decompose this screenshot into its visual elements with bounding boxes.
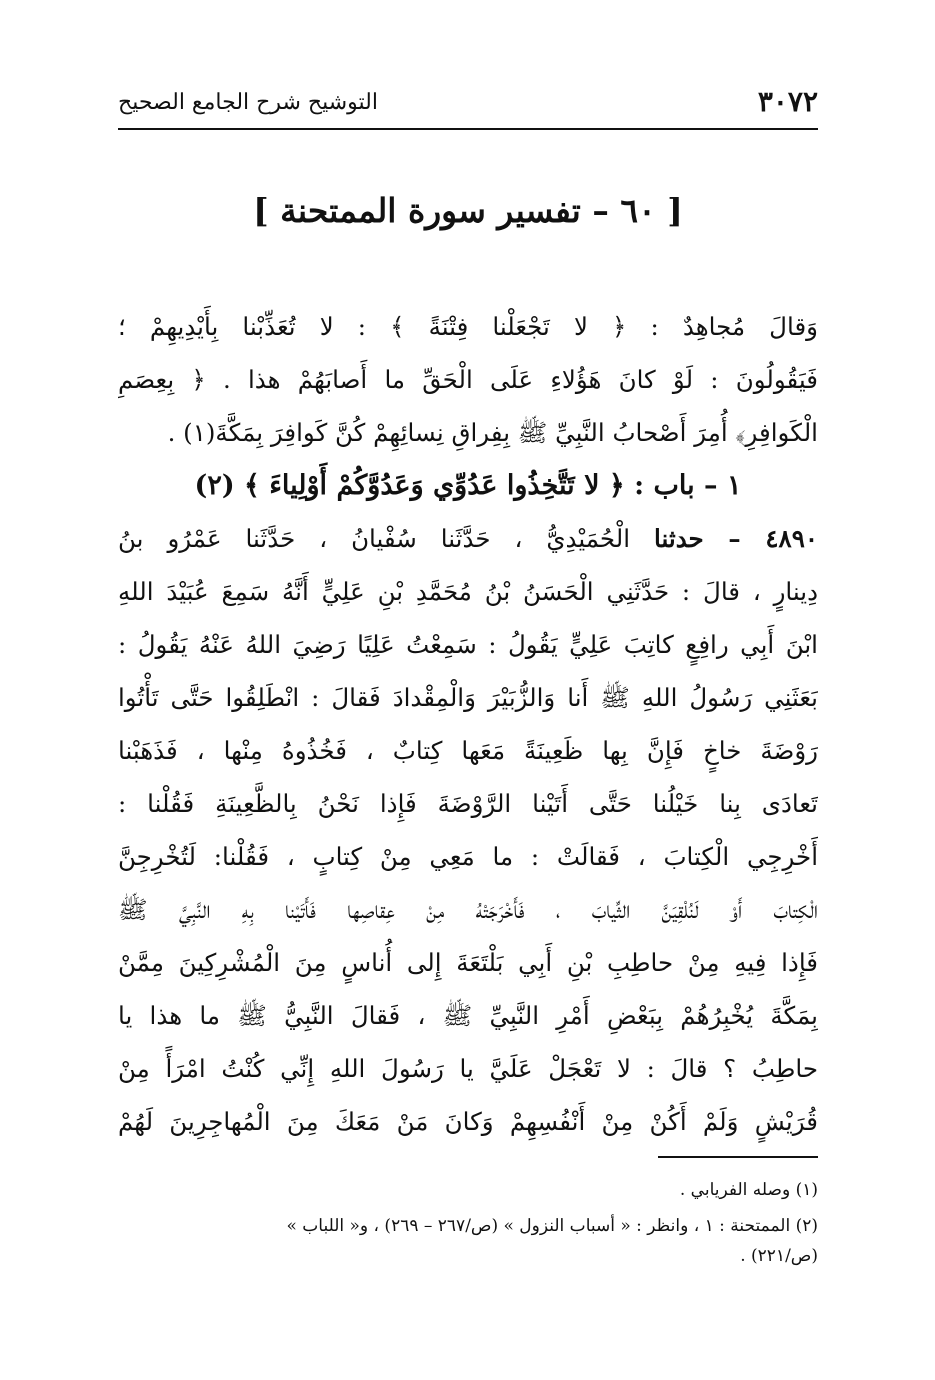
text-line: تَعادَى بِنا خَيْلُنا حَتَّى أَتَيْنا الرَّوْضَةَ فَإِذا نَحْنُ بِالظَّعِينَةِ فَقُلْنا : <box>118 789 818 818</box>
hadith-first-line-text: الْحُمَيْدِيُّ ، حَدَّثَنا سُفْيانُ ، حَدَّثَنا عَمْرُو بنُ <box>118 524 631 553</box>
text-line: أَخْرِجِي الْكِتابَ ، فَقالَتْ : ما مَعِي مِنْ كِتابٍ ، فَقُلْنا: لَتُخْرِجِنَّ <box>118 842 818 871</box>
footnote-2-line-2: (ص/٢٢١) . <box>740 1246 818 1266</box>
text-line: دِينارٍ ، قالَ : حَدَّثَنِي الْحَسَنُ بْنُ مُحَمَّدِ بْنِ عَلِيٍّ أَنَّهُ سَمِعَ عُبَيْدَ اللهِ <box>118 577 818 606</box>
text-line: بِمَكَّةَ يُخْبِرُهُمْ بِبَعْضِ أَمْرِ النَّبِيِّ ﷺ ، فَقالَ النَّبِيُّ ﷺ ما هذا يا <box>118 1001 818 1030</box>
book-title: التوشيح شرح الجامع الصحيح <box>118 90 378 115</box>
hadith-first-line <box>118 512 818 565</box>
footnotes <box>118 1175 818 1271</box>
text-line: فَإِذا فِيهِ مِنْ حاطِبِ بْنِ أَبِي بَلْتَعَةَ إِلى أُناسٍ مِنَ الْمُشْرِكِينَ مِمَّنْ <box>118 948 818 977</box>
page-number: ٣٠٧٢ <box>757 85 818 118</box>
text-line: حاطِبُ ؟ قالَ : لا تَعْجَلْ عَلَيَّ يا رَسُولَ اللهِ إِنِّي كُنْتُ امْرَأً مِنْ <box>118 1054 818 1083</box>
footnote-1: (١) وصله الفريابي . <box>679 1180 818 1200</box>
text-line: رَوْضَةَ خاخٍ فَإِنَّ بِها ظَعِينَةً مَعَها كِتابٌ ، فَخُذُوهُ مِنْها ، فَذَهَبْنا <box>118 736 818 765</box>
text-line: الْكَوافِرِ﴾ أُمِرَ أَصْحابُ النَّبِيِّ ﷺ بِفِراقِ نِسائِهِمْ كُنَّ كَوافِرَ بِمَكَّةَ(١) . <box>167 418 818 447</box>
text-line: بَعَثَنِي رَسُولُ اللهِ ﷺ أَنا وَالزُّبَيْرَ وَالْمِقْدادَ فَقالَ : انْطَلِقُوا حَتَّى تَأْتُوا <box>118 683 818 712</box>
hadith-number: ٤٨٩٠ – حدثنا <box>654 524 818 553</box>
text-line: فَيَقُولُونَ : لَوْ كانَ هَؤُلاءِ عَلَى الْحَقِّ ما أَصابَهُمْ هذا . ﴿ بِعِصَمِ <box>118 365 818 394</box>
header-divider <box>118 128 818 130</box>
footnote-2-line-1: (٢) الممتحنة : ١ ، وانظر : « أسباب النزول » (ص/٢٦٧ – ٢٦٩) ، و« اللباب » <box>286 1216 818 1236</box>
text-line: ابْنَ أَبِي رافِعٍ كاتِبَ عَلِيٍّ يَقُولُ : سَمِعْتُ عَلِيًا رَضِيَ اللهُ عَنْهُ يَقُولُ : <box>118 630 818 659</box>
chapter-heading: [ ٦٠ – تفسير سورة الممتحنة ] <box>253 191 683 230</box>
text-line: قُرَيْشٍ وَلَمْ أَكُنْ مِنْ أَنْفُسِهِمْ وَكانَ مَنْ مَعَكَ مِنَ الْمُهاجِرِينَ لَهُمْ <box>118 1107 818 1136</box>
footnote-divider <box>658 1156 818 1158</box>
text-line: وَقالَ مُجاهِدٌ : ﴿ لا تَجْعَلْنا فِتْنَةً ﴾ : لا تُعَذِّبْنا بِأَيْدِيهِمْ ؛ <box>118 312 818 341</box>
running-header <box>118 84 818 124</box>
chapter-subheading: ١ – باب : ﴿ لا تَتَّخِذُوا عَدُوِّي وَعَدُوَّكُمْ أَوْلِياءَ ﴾ (٢) <box>194 470 742 501</box>
text-line: الْكِتابَ أَوْ لَنُلْقِيَنَّ الثِّيابَ ، فَأَخْرَجَتْهُ مِنْ عِقاصِها فَأَتَيْنا بِهِ النَّبِيَّ ﷺ <box>118 895 818 924</box>
main-text <box>118 300 818 1148</box>
